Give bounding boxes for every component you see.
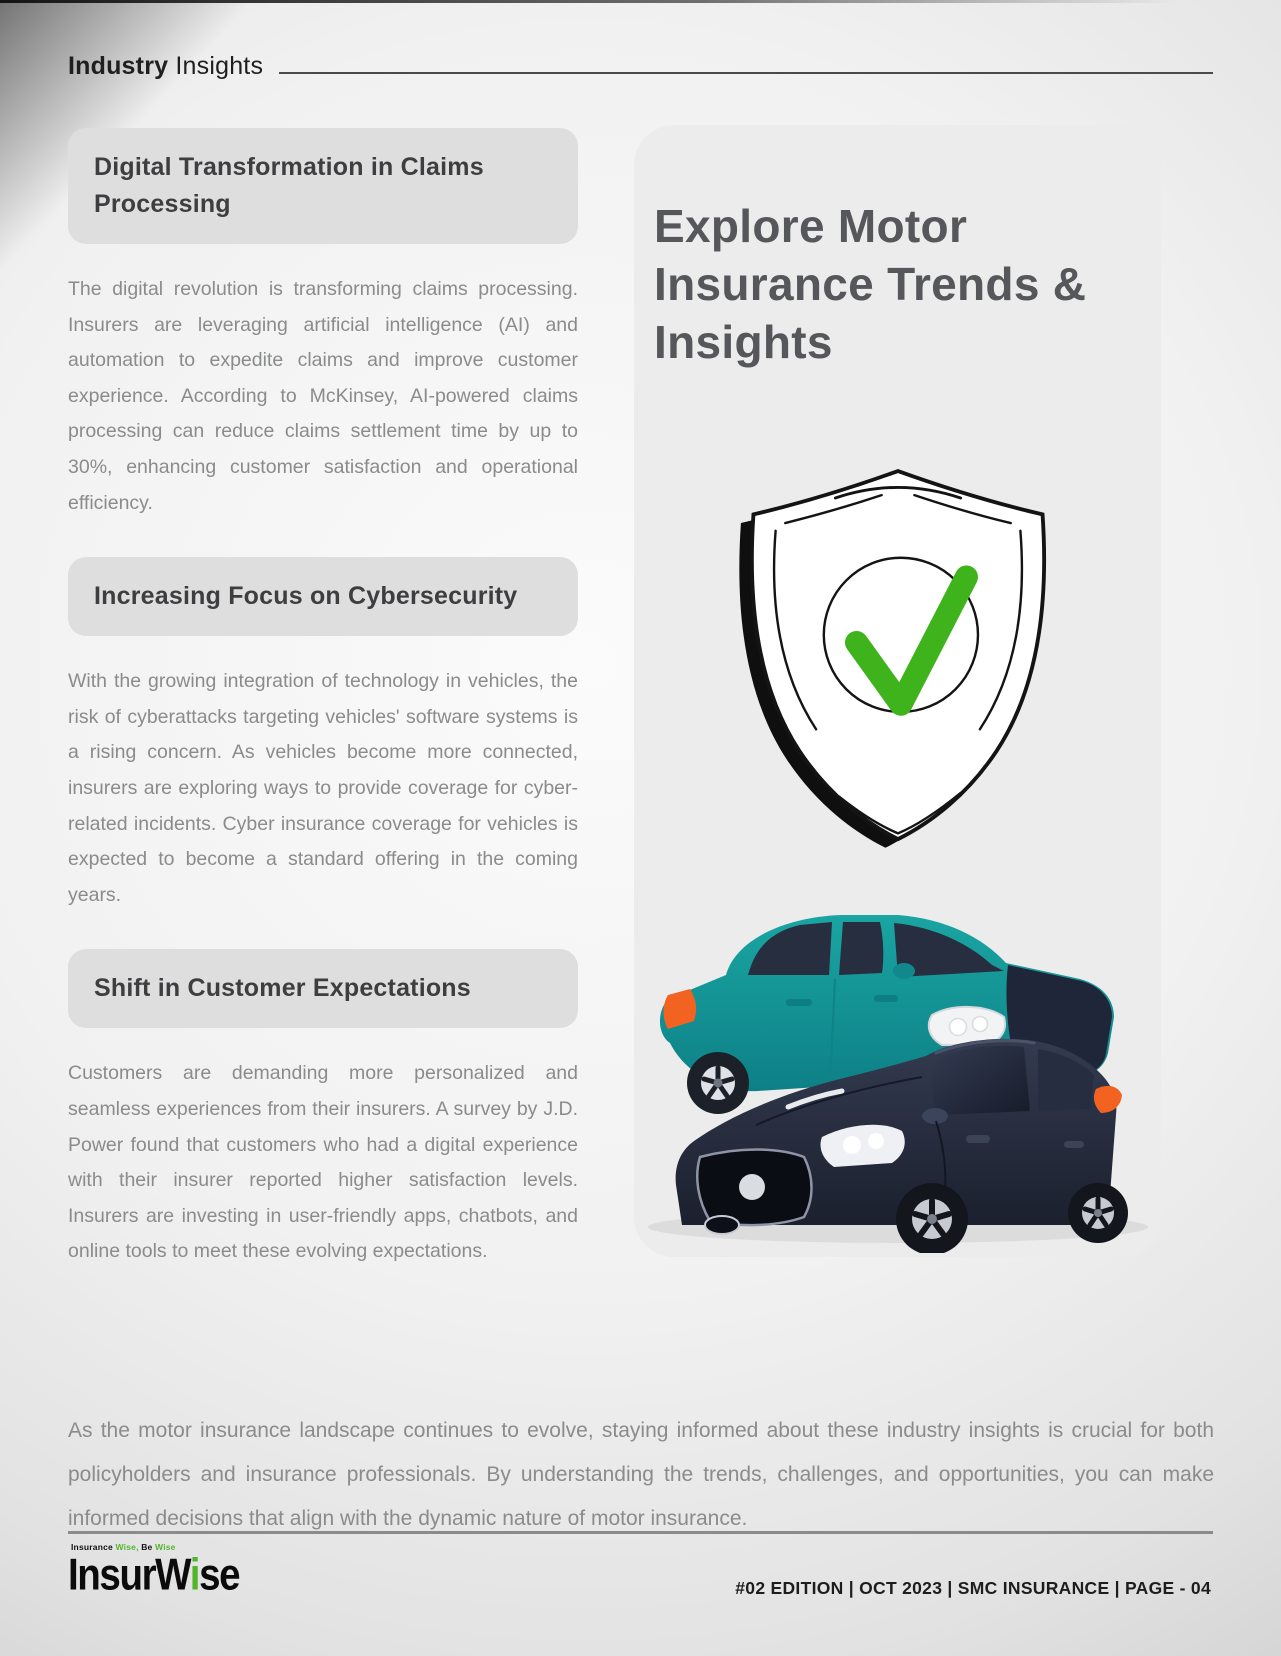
edition-page-info: #02 EDITION | OCT 2023 | SMC INSURANCE | PAGE - 04 — [735, 1578, 1211, 1598]
masthead-rule — [279, 72, 1213, 75]
articles-column — [68, 128, 578, 1270]
wordmark-black: InsurW — [68, 1549, 190, 1599]
section-title-customer-expectations: Shift in Customer Expectations — [68, 949, 578, 1028]
section-title-cybersecurity: Increasing Focus on Cybersecurity — [68, 557, 578, 636]
section-body-customer-expectations: Customers are demanding more personalized and seamless experiences from their insurers. A survey by J.D. Power found that customers who had a digital experience with their insurer reported higher satisfaction levels. Insurers are investing in user-friendly apps, chatbots, and online tools to meet these evolving expectations. — [68, 1062, 578, 1263]
footer-rule — [68, 1531, 1213, 1534]
cars-illustration — [636, 873, 1160, 1253]
tagline-part-green: Wise — [155, 1542, 176, 1552]
feature-heading: Explore Motor Insurance Trends & Insights — [654, 200, 1087, 368]
tagline-part: Be — [141, 1542, 156, 1552]
page-top-edge — [0, 0, 1281, 3]
wordmark-black: se — [199, 1549, 240, 1599]
tagline-part-green: Wise, — [115, 1542, 142, 1552]
masthead-title — [68, 52, 263, 81]
logo-wordmark — [68, 1549, 240, 1599]
masthead-title-regular: Insights — [175, 52, 264, 80]
masthead-title-bold: Industry — [68, 52, 169, 80]
insurwise-logo — [68, 1542, 250, 1599]
section-body-digital-transformation: The digital revolution is transforming claims processing. Insurers are leveraging artificial intelligence (AI) and automation to expedite claims and improve customer experience. According to McKinsey, AI-powered claims processing can reduce claims settlement time by up to 30%, enhancing customer satisfaction and operational efficiency. — [68, 278, 578, 514]
feature-panel — [634, 125, 1161, 1257]
masthead — [68, 52, 1213, 81]
section-title-digital-transformation: Digital Transformation in Claims Processing — [68, 128, 578, 244]
section-body-cybersecurity: With the growing integration of technology in vehicles, the risk of cyberattacks targeting vehicles' software systems is a rising concern. As vehicles become more connected, insurers are exploring ways to provide coverage for cyber-related incidents. Cyber insurance coverage for vehicles is expected to become a standard offering in the coming years. — [68, 670, 578, 906]
tagline-part: Insurance — [71, 1542, 116, 1552]
closing-paragraph: As the motor insurance landscape continues to evolve, staying informed about these industry insights is crucial for both policyholders and insurance professionals. By understanding the trends, challenges, and opportunities, you can make informed decisions that align with the dynamic nature of motor insurance. — [68, 1419, 1214, 1530]
wordmark-green-i: i — [189, 1549, 200, 1599]
shield-check-icon — [739, 459, 1057, 855]
shield-body — [751, 471, 1043, 839]
